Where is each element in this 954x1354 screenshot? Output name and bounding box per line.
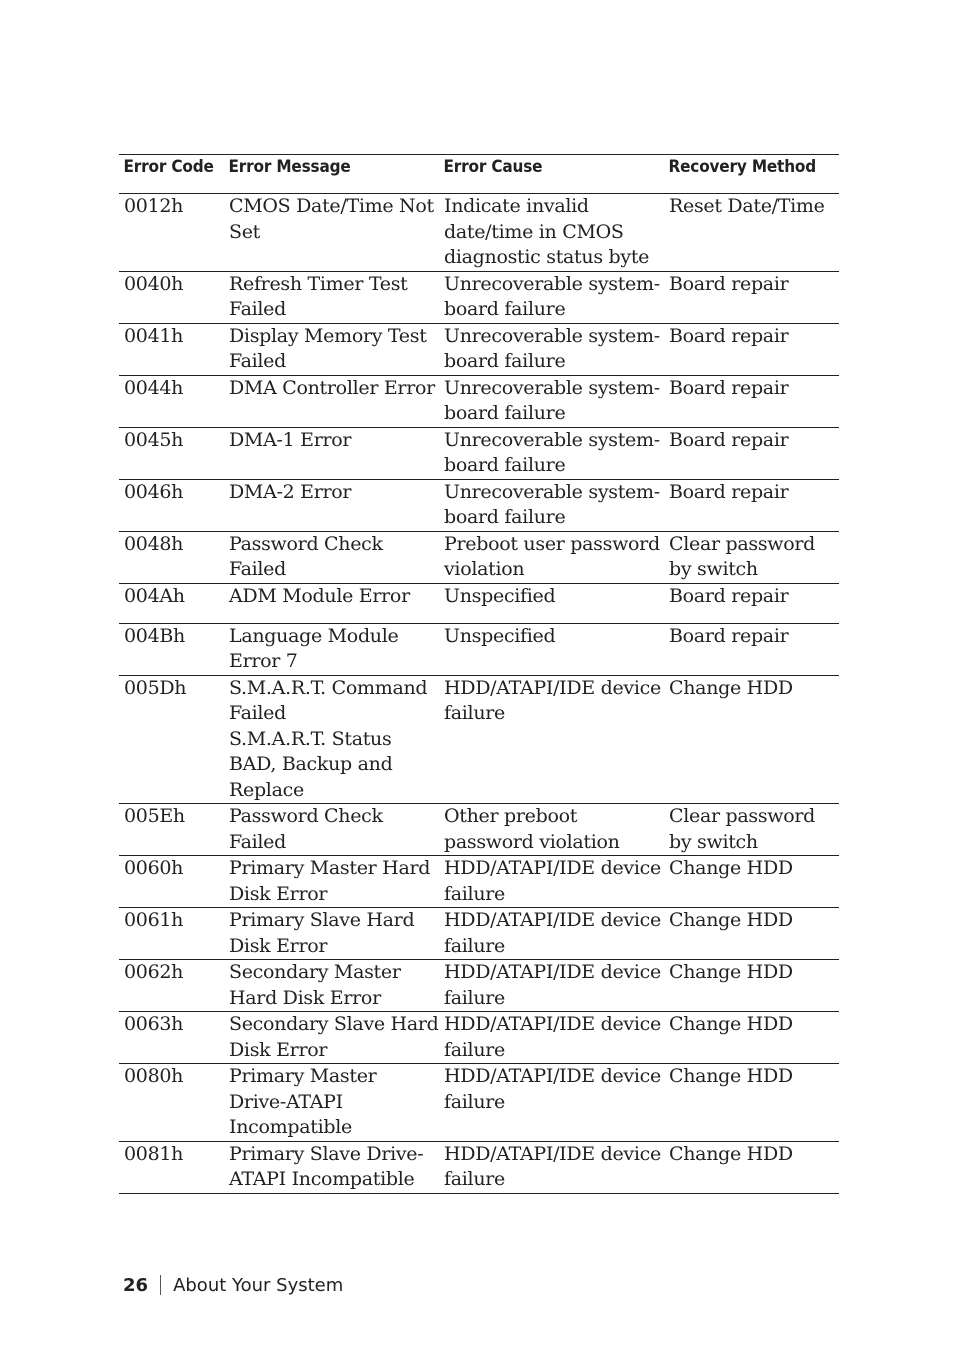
error-cause-cell (439, 675, 664, 804)
cell-text: 0046h (124, 480, 184, 503)
cell-text: Board repair (669, 324, 789, 347)
error-cause-cell (439, 479, 664, 531)
recovery-method-cell (664, 427, 839, 479)
error-code-table (119, 154, 839, 1194)
cell-text: 0012h (124, 195, 184, 217)
cell-text: HDD/ATAPI/IDE device failure (444, 909, 661, 957)
recovery-method-cell (664, 908, 839, 960)
recovery-method-cell (664, 323, 839, 375)
cell-text: Change HDD (669, 1013, 793, 1035)
error-cause-cell (439, 271, 664, 323)
cell-text: DMA Controller Error (229, 376, 435, 399)
cell-text: Primary Master Drive-ATAPI Incompatible (229, 1065, 377, 1138)
table-row (119, 583, 839, 623)
cell-text: Board repair (669, 480, 789, 503)
error-cause-cell (439, 908, 664, 960)
recovery-method-cell (664, 1141, 839, 1193)
cell-text: HDD/ATAPI/IDE device failure (444, 857, 661, 905)
cell-text: Change HDD (669, 1142, 793, 1165)
error-cause-cell (439, 375, 664, 427)
error-message-cell (224, 804, 439, 856)
error-code-cell (119, 1141, 224, 1193)
error-code-cell (119, 583, 224, 623)
table-row (119, 856, 839, 908)
cell-text: DMA-1 Error (229, 428, 352, 451)
table-row (119, 531, 839, 583)
cell-text: Change HDD (669, 961, 793, 983)
cell-text: 0060h (124, 857, 184, 879)
table-row (119, 375, 839, 427)
cell-text: Unrecoverable system-board failure (444, 324, 660, 372)
cell-text: Unrecoverable system-board failure (444, 272, 660, 320)
table-row (119, 271, 839, 323)
error-code-cell (119, 675, 224, 804)
cell-text: HDD/ATAPI/IDE device failure (444, 1065, 661, 1113)
error-code-cell (119, 479, 224, 531)
error-message-cell (224, 1064, 439, 1142)
cell-text: Unrecoverable system-board failure (444, 376, 660, 424)
cell-text: 0081h (124, 1142, 184, 1165)
error-cause-cell (439, 427, 664, 479)
recovery-method-cell (664, 194, 839, 272)
table-row (119, 1064, 839, 1142)
error-cause-cell (439, 856, 664, 908)
cell-text: Primary Slave Hard Disk Error (229, 909, 415, 957)
cell-text: ADM Module Error (229, 584, 410, 607)
cell-text: CMOS Date/Time Not Set (229, 195, 434, 243)
recovery-method-cell (664, 960, 839, 1012)
error-message-cell (224, 531, 439, 583)
recovery-method-cell (664, 1064, 839, 1142)
table-row (119, 960, 839, 1012)
cell-text: 0045h (124, 428, 184, 451)
cell-text: 0061h (124, 909, 184, 931)
error-cause-cell (439, 623, 664, 675)
error-message-cell (224, 323, 439, 375)
cell-text: 0041h (124, 324, 184, 347)
cell-text: Primary Slave Drive-ATAPI Incompatible (229, 1142, 424, 1190)
error-cause-cell (439, 194, 664, 272)
error-code-cell (119, 856, 224, 908)
header-recovery-method: Recovery Method (664, 155, 822, 194)
header-error-cause: Error Cause (439, 155, 642, 194)
recovery-method-cell (664, 856, 839, 908)
error-code-cell (119, 194, 224, 272)
table-row (119, 1141, 839, 1193)
table-row (119, 194, 839, 272)
error-code-cell (119, 623, 224, 675)
error-code-cell (119, 531, 224, 583)
table-row (119, 804, 839, 856)
cell-text: Preboot user password violation (444, 532, 660, 580)
error-message-cell (224, 623, 439, 675)
error-code-cell (119, 427, 224, 479)
error-cause-cell (439, 323, 664, 375)
cell-text: Board repair (669, 272, 789, 295)
cell-text: 0063h (124, 1013, 184, 1035)
error-message-cell (224, 960, 439, 1012)
recovery-method-cell (664, 583, 839, 623)
table-body (119, 194, 839, 1194)
error-cause-cell (439, 1141, 664, 1193)
footer-divider (160, 1275, 161, 1295)
recovery-method-cell (664, 271, 839, 323)
cell-text: Secondary Slave Hard Disk Error (229, 1013, 439, 1061)
error-code-cell (119, 1064, 224, 1142)
cell-text: Other preboot password violation (444, 805, 620, 853)
cell-text: 005Dh (124, 676, 187, 699)
error-message-cell (224, 675, 439, 804)
cell-text: Change HDD (669, 909, 793, 931)
cell-text: 004Bh (124, 624, 185, 647)
page-footer (123, 1273, 343, 1297)
section-title: About Your System (173, 1274, 344, 1296)
error-message-cell (224, 194, 439, 272)
error-cause-cell (439, 1064, 664, 1142)
cell-text: Board repair (669, 624, 789, 647)
cell-text: 004Ah (124, 584, 185, 607)
cell-text: 0048h (124, 532, 184, 555)
cell-text: Clear password by switch (669, 532, 816, 580)
cell-text: Unrecoverable system-board failure (444, 480, 660, 528)
cell-text: 0062h (124, 961, 184, 983)
cell-text: 0040h (124, 272, 184, 295)
cell-text: Board repair (669, 376, 789, 399)
cell-text: Change HDD (669, 676, 793, 699)
error-cause-cell (439, 804, 664, 856)
table-row (119, 427, 839, 479)
error-message-cell (224, 271, 439, 323)
header-error-message: Error Message (224, 155, 418, 194)
cell-text: 005Eh (124, 805, 185, 827)
cell-text: Clear password by switch (669, 805, 816, 853)
cell-text: 0044h (124, 376, 184, 399)
cell-text: Unrecoverable system-board failure (444, 428, 660, 476)
error-message-cell (224, 427, 439, 479)
recovery-method-cell (664, 375, 839, 427)
error-message-cell (224, 1141, 439, 1193)
recovery-method-cell (664, 804, 839, 856)
error-code-cell (119, 271, 224, 323)
cell-text: DMA-2 Error (229, 480, 352, 503)
table-row (119, 623, 839, 675)
recovery-method-cell (664, 1012, 839, 1064)
cell-text: Password Check Failed (229, 805, 383, 853)
table-row (119, 479, 839, 531)
cell-text: 0080h (124, 1065, 184, 1087)
error-cause-cell (439, 960, 664, 1012)
recovery-method-cell (664, 531, 839, 583)
recovery-method-cell (664, 623, 839, 675)
cell-text: HDD/ATAPI/IDE device failure (444, 961, 661, 1009)
cell-text: Unspecified (444, 624, 556, 647)
recovery-method-cell (664, 675, 839, 804)
error-cause-cell (439, 583, 664, 623)
table-row (119, 675, 839, 804)
error-cause-cell (439, 531, 664, 583)
table-row (119, 323, 839, 375)
cell-text: Primary Master Hard Disk Error (229, 857, 431, 905)
cell-text: Board repair (669, 428, 789, 451)
error-message-cell (224, 856, 439, 908)
error-code-cell (119, 323, 224, 375)
header-error-code: Error Code (119, 155, 214, 194)
error-code-cell (119, 375, 224, 427)
error-code-cell (119, 960, 224, 1012)
table-row (119, 908, 839, 960)
cell-text: Password Check Failed (229, 532, 383, 580)
cell-text: Change HDD (669, 857, 793, 879)
error-code-cell (119, 908, 224, 960)
error-message-cell (224, 1012, 439, 1064)
cell-text: Change HDD (669, 1065, 793, 1087)
cell-text: Reset Date/Time (669, 195, 825, 217)
cell-text: Secondary Master Hard Disk Error (229, 961, 401, 1009)
error-cause-cell (439, 1012, 664, 1064)
cell-text: S.M.A.R.T. Command Failed S.M.A.R.T. Status BAD, Backup and Replace (229, 676, 428, 801)
error-message-cell (224, 375, 439, 427)
cell-text: Indicate invalid date/time in CMOS diagnostic status byte (444, 195, 650, 268)
recovery-method-cell (664, 479, 839, 531)
cell-text: Language Module Error 7 (229, 624, 399, 672)
table-header-row (119, 155, 839, 194)
error-message-cell (224, 908, 439, 960)
page-number: 26 (123, 1274, 149, 1296)
cell-text: HDD/ATAPI/IDE device failure (444, 1142, 661, 1190)
error-message-cell (224, 583, 439, 623)
cell-text: Display Memory Test Failed (229, 324, 427, 372)
cell-text: HDD/ATAPI/IDE device failure (444, 676, 661, 724)
error-code-cell (119, 1012, 224, 1064)
cell-text: Unspecified (444, 584, 556, 607)
cell-text: Board repair (669, 584, 789, 607)
table-row (119, 1012, 839, 1064)
cell-text: HDD/ATAPI/IDE device failure (444, 1013, 661, 1061)
error-message-cell (224, 479, 439, 531)
cell-text: Refresh Timer Test Failed (229, 272, 408, 320)
error-code-cell (119, 804, 224, 856)
